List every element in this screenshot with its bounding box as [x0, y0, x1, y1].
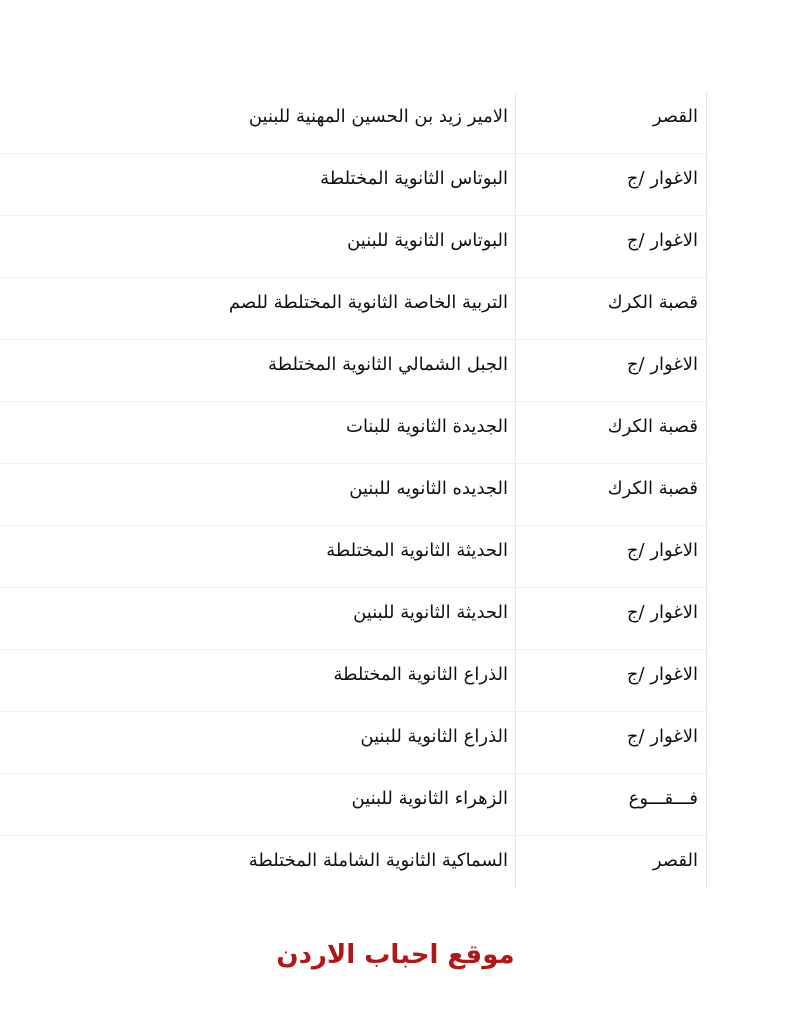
school-cell: السماكية الثانوية الشاملة المختلطة	[248, 850, 508, 871]
table-row	[0, 464, 708, 526]
table-row	[0, 216, 708, 278]
table-row	[0, 278, 708, 340]
table-row	[0, 712, 708, 774]
table-row	[0, 526, 708, 588]
school-cell: الجديدة الثانوية للبنات	[346, 416, 508, 437]
region-cell: الاغوار /ج	[626, 726, 698, 747]
table-row	[0, 92, 708, 154]
school-cell: الامير زيد بن الحسين المهنية للبنين	[248, 106, 508, 127]
table-row	[0, 402, 708, 464]
school-cell: الزهراء الثانوية للبنين	[351, 788, 508, 809]
table-row	[0, 650, 708, 712]
table-row	[0, 340, 708, 402]
school-cell: الحديثة الثانوية للبنين	[353, 602, 508, 623]
region-cell: الاغوار /ج	[626, 602, 698, 623]
school-cell: البوتاس الثانوية للبنين	[347, 230, 508, 251]
region-cell: الاغوار /ج	[626, 230, 698, 251]
schools-table	[0, 92, 708, 897]
region-cell: الاغوار /ج	[626, 354, 698, 375]
region-cell: الاغوار /ج	[626, 540, 698, 561]
region-cell: القصر	[652, 106, 698, 127]
table-row	[0, 774, 708, 836]
region-cell: القصر	[652, 850, 698, 871]
school-cell: الذراع الثانوية المختلطة	[333, 664, 508, 685]
site-watermark: موقع احباب الاردن	[276, 940, 515, 970]
region-cell: قصبة الكرك	[607, 292, 698, 313]
school-cell: التربية الخاصة الثانوية المختلطة للصم	[228, 292, 508, 313]
table-row	[0, 154, 708, 216]
region-cell: الاغوار /ج	[626, 664, 698, 685]
region-cell: الاغوار /ج	[626, 168, 698, 189]
table-row	[0, 836, 708, 897]
region-cell: فـــقـــوع	[628, 788, 698, 809]
region-cell: قصبة الكرك	[607, 416, 698, 437]
school-cell: الجديده الثانويه للبنين	[349, 478, 508, 499]
school-cell: الحديثة الثانوية المختلطة	[326, 540, 508, 561]
school-cell: البوتاس الثانوية المختلطة	[320, 168, 508, 189]
region-cell: قصبة الكرك	[607, 478, 698, 499]
school-cell: الذراع الثانوية للبنين	[360, 726, 508, 747]
school-cell: الجبل الشمالي الثانوية المختلطة	[268, 354, 508, 375]
table-row	[0, 588, 708, 650]
